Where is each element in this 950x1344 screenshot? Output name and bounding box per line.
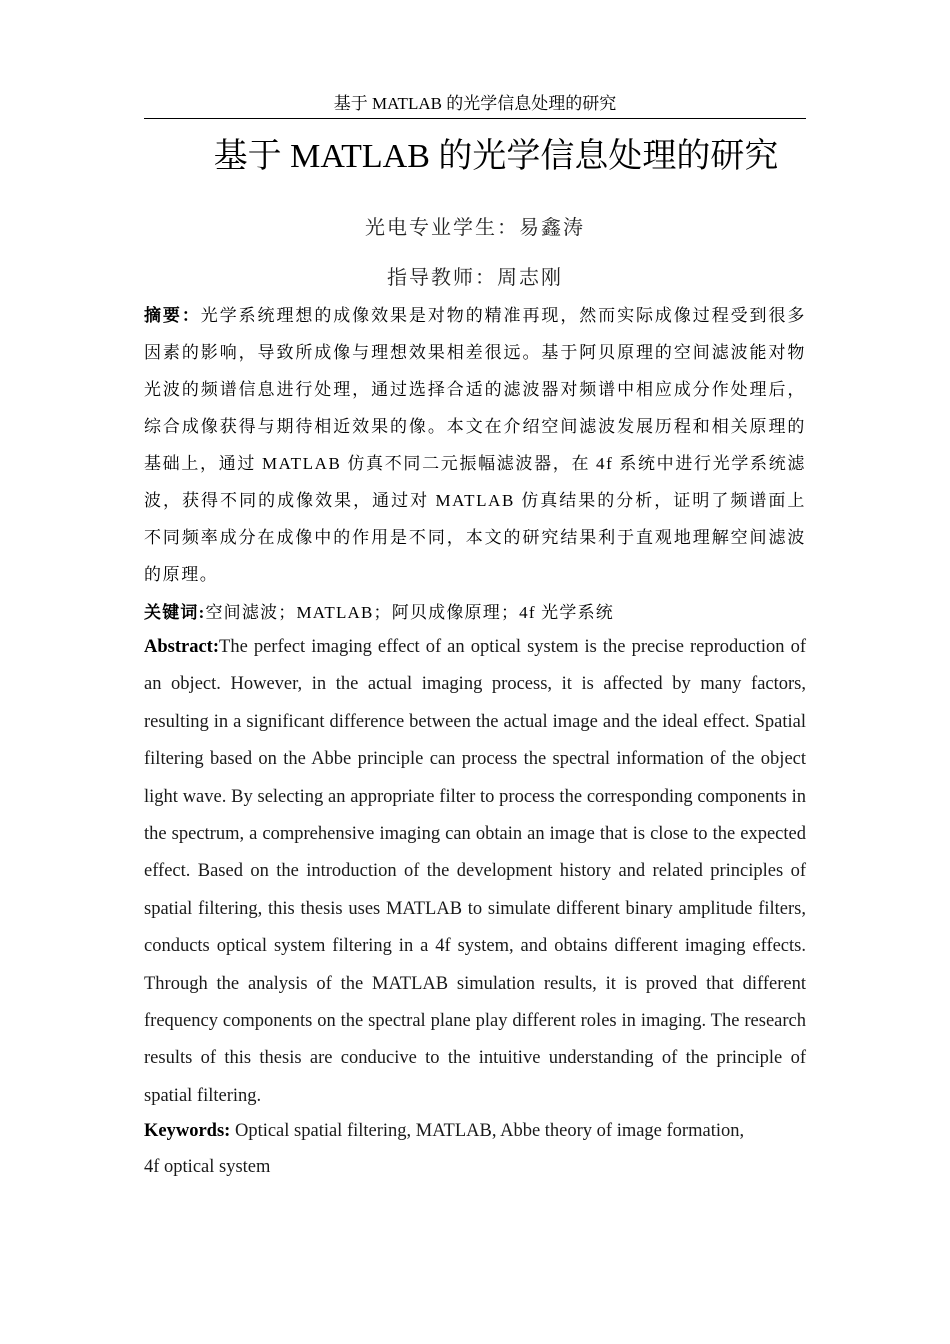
english-keywords-line-1 (144, 1113, 806, 1149)
english-keywords-label: Keywords: (144, 1121, 231, 1141)
english-abstract (144, 629, 806, 1115)
english-abstract-text: The perfect imaging effect of an optical system is the precise reproduction of an object. However, in the actual imaging process, it is affected by many factors, resulting in a significant difference between the actual image and the ideal effect. Spatial filtering based on the Abbe principle can process the spectral information of the object light wave. By selecting an appropriate filter to process the corresponding components in the spectrum, a comprehensive imaging can obtain an image that is close to the expected effect. Based on the introduction of the development history and related principles of spatial filtering, this thesis uses MATLAB to simulate different binary amplitude filters, conducts optical system filtering in a 4f system, and obtains different imaging effects. Through the analysis of the MATLAB simulation results, it is proved that different frequency components on the spectral plane play different roles in imaging. The research results of this thesis are conducive to the intuitive understanding of the principle of spatial filtering. (144, 637, 806, 1106)
chinese-keywords (144, 594, 806, 631)
running-header: 基于 MATLAB 的光学信息处理的研究 (333, 94, 617, 113)
chinese-abstract (144, 297, 806, 593)
author-line: 光电专业学生：易鑫涛 (365, 217, 585, 239)
chinese-keywords-label: 关键词: (144, 603, 206, 622)
paper-title: 基于 MATLAB 的光学信息处理的研究 (213, 138, 779, 175)
chinese-abstract-label: 摘要： (144, 306, 201, 325)
english-abstract-label: Abstract: (144, 637, 220, 657)
header-rule (144, 118, 806, 119)
english-keywords (144, 1113, 806, 1185)
english-keywords-text-1: Optical spatial filtering, MATLAB, Abbe theory of image formation, (230, 1121, 745, 1141)
english-keywords-line-2: 4f optical system (144, 1157, 271, 1177)
chinese-abstract-text: 光学系统理想的成像效果是对物的精准再现，然而实际成像过程受到很多因素的影响，导致所成像与理想效果相差很远。基于阿贝原理的空间滤波能对物光波的频谱信息进行处理，通过选择合适的滤波器对频谱中相应成分作处理后，综合成像获得与期待相近效果的像。本文在介绍空间滤波发展历程和相关原理的基础上，通过 MATLAB 仿真不同二元振幅滤波器，在 4f 系统中进行光学系统滤波，获得不同的成像效果，通过对 MATLAB 仿真结果的分析，证明了频谱面上不同频率成分在成像中的作用是不同，本文的研究结果利于直观地理解空间滤波的原理。 (144, 306, 806, 584)
chinese-keywords-text: 空间滤波；MATLAB；阿贝成像原理；4f 光学系统 (205, 603, 614, 622)
advisor-line: 指导教师：周志刚 (387, 267, 563, 289)
